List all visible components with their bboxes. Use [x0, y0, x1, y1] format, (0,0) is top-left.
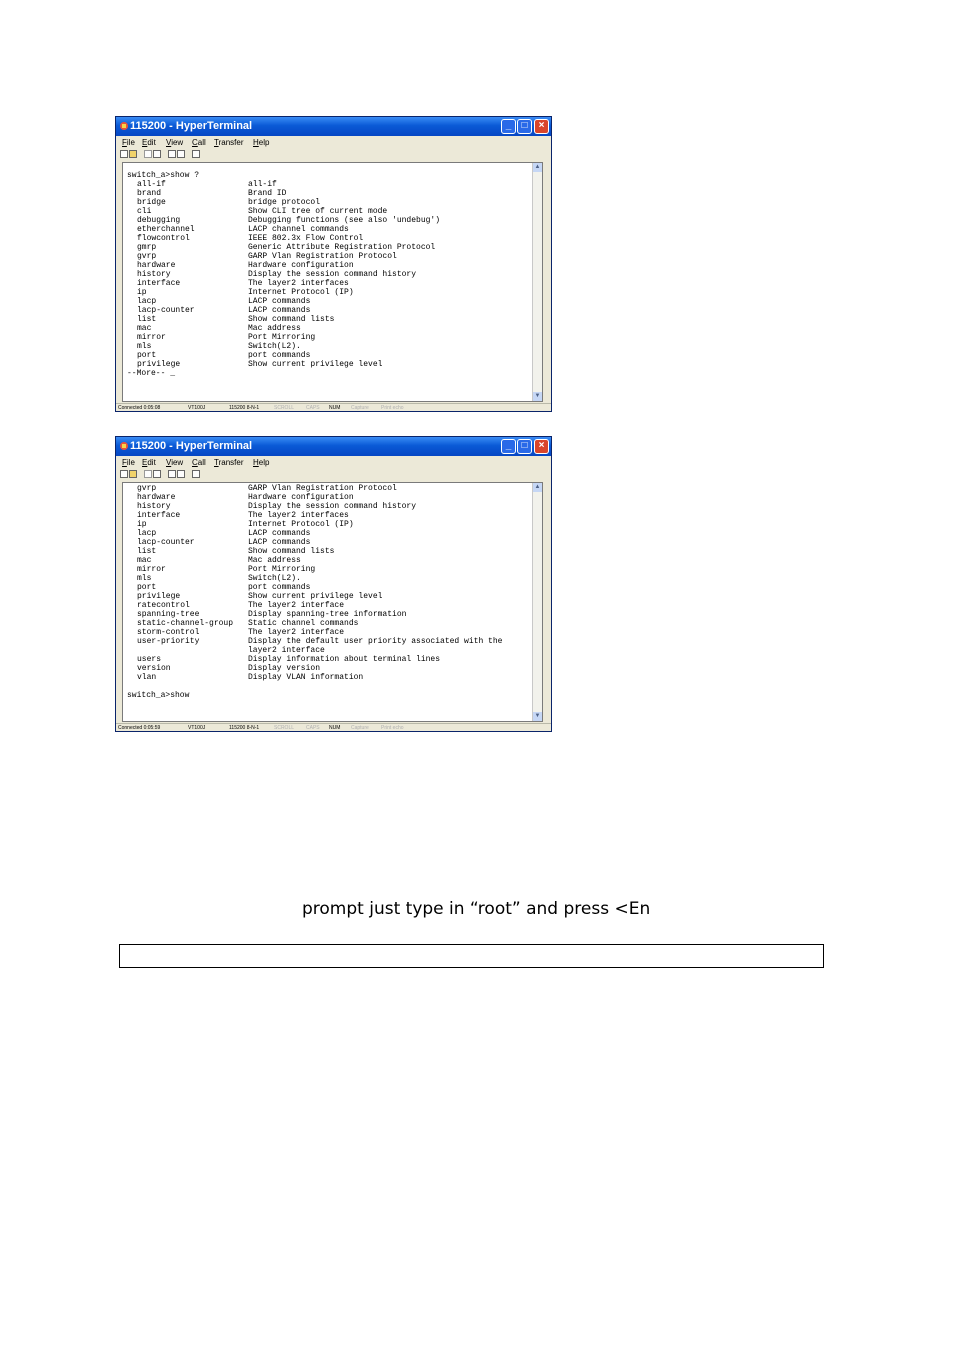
title-bar[interactable]: [116, 117, 551, 136]
document-caption: prompt just type in “root” and press <En: [302, 899, 651, 919]
command-name: static-channel-group: [137, 619, 234, 628]
command-description: The layer2 interfaces: [248, 279, 349, 288]
command-description: port commands: [248, 351, 311, 360]
command-name: mirror: [137, 333, 166, 342]
command-name: port: [137, 583, 157, 592]
terminal-line: switch_a>show ?: [127, 171, 200, 180]
status-capture: Capture: [351, 405, 369, 411]
command-description: LACP commands: [248, 297, 311, 306]
command-name: gvrp: [137, 484, 157, 493]
command-name: mac: [137, 324, 152, 333]
window-title: 115200 - HyperTerminal: [130, 120, 253, 132]
menu-bar: [116, 456, 551, 469]
command-description: Show current privilege level: [248, 360, 383, 369]
command-name: version: [137, 664, 171, 673]
status-scroll: SCROLL: [274, 405, 295, 411]
command-name: interface: [137, 279, 181, 288]
command-description: Switch(L2).: [248, 342, 301, 351]
minimize-button[interactable]: _: [501, 439, 516, 454]
status-capture: Capture: [351, 725, 369, 731]
menu-call[interactable]: Call: [192, 458, 206, 467]
menu-file[interactable]: File: [122, 458, 135, 467]
command-name: list: [137, 315, 157, 324]
connect-icon[interactable]: [144, 470, 152, 478]
command-name: lacp: [137, 529, 157, 538]
command-name: mac: [137, 556, 152, 565]
command-description: GARP Vlan Registration Protocol: [248, 252, 397, 261]
command-name: mirror: [137, 565, 166, 574]
vertical-scrollbar[interactable]: [532, 163, 542, 401]
terminal-line: --More-- _: [127, 369, 176, 378]
command-description: Debugging functions (see also 'undebug'): [248, 216, 441, 225]
command-name: mls: [137, 574, 152, 583]
command-description: layer2 interface: [248, 646, 325, 655]
command-description: Internet Protocol (IP): [248, 288, 354, 297]
maximize-button[interactable]: □: [517, 119, 532, 134]
command-name: all-if: [137, 180, 166, 189]
menu-help[interactable]: Help: [253, 458, 270, 467]
command-name: gmrp: [137, 243, 157, 252]
disconnect-icon[interactable]: [153, 470, 161, 478]
command-description: The layer2 interface: [248, 628, 345, 637]
command-description: Display the session command history: [248, 270, 417, 279]
command-name: list: [137, 547, 157, 556]
title-bar[interactable]: [116, 437, 551, 456]
menu-file[interactable]: File: [122, 138, 135, 147]
command-name: mls: [137, 342, 152, 351]
terminal-line: switch_a>show: [127, 691, 190, 700]
terminal-area[interactable]: [122, 162, 543, 402]
vertical-scrollbar[interactable]: [532, 483, 542, 721]
command-description: Display information about terminal lines: [248, 655, 441, 664]
menu-view[interactable]: View: [166, 138, 184, 147]
status-connected: Connected 0:05:59: [118, 725, 161, 731]
command-name: bridge: [137, 198, 166, 207]
status-bar: [116, 723, 551, 732]
menu-transfer[interactable]: Transfer: [214, 458, 244, 467]
command-name: vlan: [137, 673, 157, 682]
connect-icon[interactable]: [144, 150, 152, 158]
command-description: IEEE 802.3x Flow Control: [248, 234, 364, 243]
command-name: users: [137, 655, 162, 664]
command-name: history: [137, 270, 171, 279]
receive-icon[interactable]: [177, 150, 185, 158]
command-description: Port Mirroring: [248, 565, 316, 574]
command-description: Display the session command history: [248, 502, 417, 511]
command-name: privilege: [137, 360, 181, 369]
command-name: lacp-counter: [137, 538, 195, 547]
command-description: LACP commands: [248, 529, 311, 538]
command-description: Show command lists: [248, 315, 335, 324]
command-description: Internet Protocol (IP): [248, 520, 354, 529]
command-name: ip: [137, 520, 147, 529]
status-print-echo: Print echo: [381, 405, 404, 411]
status-num: NUM: [329, 405, 341, 411]
terminal-area[interactable]: [122, 482, 543, 722]
command-description: GARP Vlan Registration Protocol: [248, 484, 397, 493]
menu-edit[interactable]: Edit: [142, 458, 156, 467]
open-icon[interactable]: [129, 150, 137, 158]
properties-icon[interactable]: [192, 470, 200, 478]
scroll-down-icon[interactable]: ▼: [534, 713, 541, 719]
command-description: LACP commands: [248, 306, 311, 315]
close-button[interactable]: ×: [534, 439, 549, 454]
status-bar: [116, 403, 551, 412]
window-title: 115200 - HyperTerminal: [130, 440, 253, 452]
new-connection-icon[interactable]: [120, 470, 128, 478]
command-name: gvrp: [137, 252, 157, 261]
command-name: hardware: [137, 261, 176, 270]
command-description: Static channel commands: [248, 619, 359, 628]
command-name: etherchannel: [137, 225, 195, 234]
send-icon[interactable]: [168, 470, 176, 478]
hyperterminal-icon: [119, 441, 129, 451]
command-description: Display the default user priority associated with the: [248, 637, 503, 646]
toolbar: [116, 469, 551, 480]
command-name: debugging: [137, 216, 181, 225]
command-description: Show current privilege level: [248, 592, 383, 601]
command-name: history: [137, 502, 171, 511]
command-description: Mac address: [248, 556, 301, 565]
scroll-down-icon[interactable]: ▼: [534, 393, 541, 399]
open-icon[interactable]: [129, 470, 137, 478]
command-description: LACP commands: [248, 538, 311, 547]
command-name: hardware: [137, 493, 176, 502]
status-scroll: SCROLL: [274, 725, 295, 731]
command-description: Display version: [248, 664, 321, 673]
command-description: Show command lists: [248, 547, 335, 556]
send-icon[interactable]: [168, 150, 176, 158]
command-name: cli: [137, 207, 152, 216]
command-description: Display VLAN information: [248, 673, 364, 682]
scroll-up-icon[interactable]: ▲: [534, 484, 541, 490]
command-name: port: [137, 351, 157, 360]
command-name: lacp: [137, 297, 157, 306]
status-caps: CAPS: [306, 725, 320, 731]
toolbar: [116, 149, 551, 160]
command-description: bridge protocol: [248, 198, 321, 207]
minimize-button[interactable]: _: [501, 119, 516, 134]
menu-help[interactable]: Help: [253, 138, 270, 147]
command-description: Show CLI tree of current mode: [248, 207, 388, 216]
properties-icon[interactable]: [192, 150, 200, 158]
command-description: Hardware configuration: [248, 261, 354, 270]
scroll-up-icon[interactable]: ▲: [534, 164, 541, 170]
command-name: flowcontrol: [137, 234, 190, 243]
disconnect-icon[interactable]: [153, 150, 161, 158]
status-connected: Connected 0:05:08: [118, 405, 161, 411]
status-emulation: VT100J: [188, 405, 206, 411]
command-name: ratecontrol: [137, 601, 190, 610]
command-description: port commands: [248, 583, 311, 592]
hyperterminal-window-2: [115, 436, 552, 732]
document-text-box: [119, 944, 824, 968]
command-name: spanning-tree: [137, 610, 200, 619]
new-connection-icon[interactable]: [120, 150, 128, 158]
command-name: privilege: [137, 592, 181, 601]
status-port-settings: 115200 8-N-1: [229, 725, 260, 731]
menu-view[interactable]: View: [166, 458, 184, 467]
command-name: user-priority: [137, 637, 200, 646]
command-description: Display spanning-tree information: [248, 610, 407, 619]
command-name: brand: [137, 189, 162, 198]
status-caps: CAPS: [306, 405, 320, 411]
command-name: lacp-counter: [137, 306, 195, 315]
command-description: LACP channel commands: [248, 225, 349, 234]
menu-call[interactable]: Call: [192, 138, 206, 147]
menu-bar: [116, 136, 551, 149]
command-name: storm-control: [137, 628, 200, 637]
command-description: Switch(L2).: [248, 574, 301, 583]
maximize-button[interactable]: □: [517, 439, 532, 454]
command-description: The layer2 interface: [248, 601, 345, 610]
status-num: NUM: [329, 725, 341, 731]
command-description: Generic Attribute Registration Protocol: [248, 243, 436, 252]
receive-icon[interactable]: [177, 470, 185, 478]
status-print-echo: Print echo: [381, 725, 404, 731]
status-emulation: VT100J: [188, 725, 206, 731]
command-description: Port Mirroring: [248, 333, 316, 342]
command-description: Brand ID: [248, 189, 287, 198]
menu-transfer[interactable]: Transfer: [214, 138, 244, 147]
status-port-settings: 115200 8-N-1: [229, 405, 260, 411]
command-description: Hardware configuration: [248, 493, 354, 502]
command-description: all-if: [248, 180, 277, 189]
close-button[interactable]: ×: [534, 119, 549, 134]
hyperterminal-icon: [119, 121, 129, 131]
command-description: The layer2 interfaces: [248, 511, 349, 520]
command-description: Mac address: [248, 324, 301, 333]
command-name: interface: [137, 511, 181, 520]
menu-edit[interactable]: Edit: [142, 138, 156, 147]
command-name: ip: [137, 288, 147, 297]
hyperterminal-window-1: [115, 116, 552, 412]
